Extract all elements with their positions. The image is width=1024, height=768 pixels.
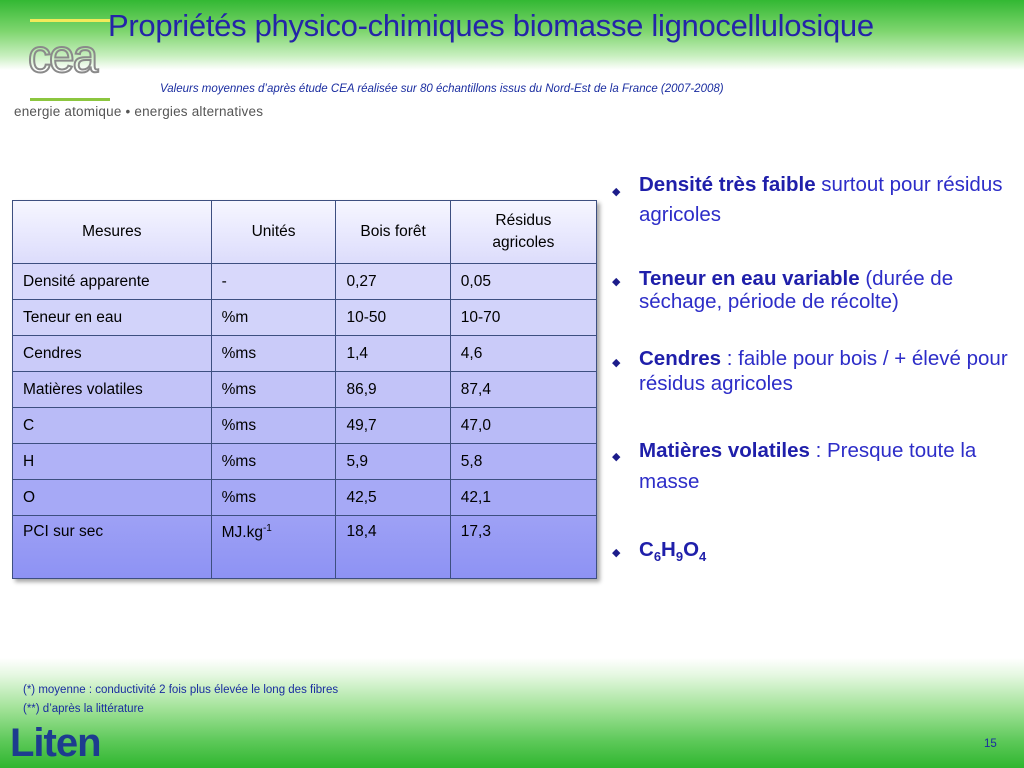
- cell-bois: 5,9: [336, 444, 450, 480]
- table-row: [13, 408, 597, 444]
- footnotes: [23, 681, 338, 719]
- bullet-text: : Presque toute la masse: [639, 439, 977, 493]
- page-number: 15: [984, 738, 997, 750]
- cell-mesure: O: [13, 480, 212, 516]
- cell-unite: -: [211, 264, 336, 300]
- diamond-bullet-icon: ◆: [612, 547, 621, 559]
- header-mesures: Mesures: [13, 201, 212, 264]
- cell-bois: 86,9: [336, 372, 450, 408]
- table-row: [13, 300, 597, 336]
- bullet-bold: Teneur en eau variable: [639, 267, 860, 290]
- bullet-bold: Matières volatiles: [639, 439, 810, 462]
- bullet-item: [612, 346, 1019, 396]
- cell-unite: %ms: [211, 480, 336, 516]
- diamond-bullet-icon: ◆: [612, 186, 621, 198]
- cell-unite: %m: [211, 300, 336, 336]
- slide-title: Propriétés physico-chimiques biomasse lignocellulosique: [108, 8, 874, 43]
- header-residus-agricoles: Résidus agricoles: [450, 201, 596, 264]
- formula-h: H: [661, 538, 676, 561]
- cell-bois: 42,5: [336, 480, 450, 516]
- bullet-item: [612, 267, 1019, 313]
- cell-bois: 49,7: [336, 408, 450, 444]
- table-row: [13, 480, 597, 516]
- liten-logo-text: Liten: [10, 722, 101, 762]
- footnote-1: (*) moyenne : conductivité 2 fois plus élevée le long des fibres: [23, 684, 339, 696]
- header-unites: Unités: [211, 201, 336, 264]
- logo-top-line: [30, 19, 110, 22]
- cea-logo-mark: [28, 38, 112, 78]
- cell-unite: %ms: [211, 444, 336, 480]
- bullet-text: : faible pour bois / + élevé pour résidus agricoles: [639, 347, 1008, 395]
- bullet-text: (durée de séchage, période de récolte): [639, 267, 954, 313]
- tagline-part2: energies alternatives: [134, 104, 264, 119]
- bullet-item: [612, 170, 1019, 230]
- cell-residus: 47,0: [450, 408, 596, 444]
- cell-mesure: H: [13, 444, 212, 480]
- cell-bois: 10-50: [336, 300, 450, 336]
- liten-logo: [10, 722, 150, 767]
- footnote-2: (**) d’après la littérature: [23, 703, 144, 715]
- cell-residus: 5,8: [450, 444, 596, 480]
- formula-h-sub: 9: [675, 549, 684, 565]
- cell-unite: %ms: [211, 408, 336, 444]
- cell-residus: 0,05: [450, 264, 596, 300]
- diamond-bullet-icon: ◆: [612, 357, 621, 369]
- formula-c-sub: 6: [653, 549, 662, 565]
- bullet-bold: Densité très faible: [639, 173, 816, 196]
- cell-unite-exponent: -1: [262, 523, 272, 534]
- cell-mesure: Densité apparente: [13, 264, 212, 300]
- formula-o: O: [683, 538, 700, 561]
- cell-unite: %ms: [211, 336, 336, 372]
- tagline-part1: energie atomique: [14, 104, 122, 119]
- cell-residus: 42,1: [450, 480, 596, 516]
- table-row: [13, 264, 597, 300]
- bullet-item-formula: [612, 538, 1019, 569]
- cell-residus: 17,3: [450, 516, 596, 579]
- liten-logo-mark: [10, 722, 150, 762]
- cea-logo: [28, 38, 112, 83]
- chemical-formula: [639, 538, 707, 565]
- cell-bois: 0,27: [336, 264, 450, 300]
- cell-mesure: Cendres: [13, 336, 212, 372]
- header-bois-foret: Bois forêt: [336, 201, 450, 264]
- cell-residus: 10-70: [450, 300, 596, 336]
- table-row: [13, 516, 597, 579]
- table-row: [13, 372, 597, 408]
- cell-mesure: Matières volatiles: [13, 372, 212, 408]
- logo-bottom-line: [30, 98, 110, 101]
- cell-unite: [211, 516, 336, 579]
- cell-unite-base: MJ.kg: [221, 524, 263, 542]
- logo-tagline: [14, 104, 263, 119]
- bullet-item: [612, 435, 1019, 497]
- cell-bois: 18,4: [336, 516, 450, 579]
- cell-residus: 4,6: [450, 336, 596, 372]
- table-row: [13, 336, 597, 372]
- bullet-text: surtout pour résidus agricoles: [639, 173, 1003, 226]
- cell-mesure: PCI sur sec: [13, 516, 212, 579]
- diamond-bullet-icon: ◆: [612, 276, 621, 288]
- formula-o-sub: 4: [699, 549, 707, 565]
- table-header-row: [13, 201, 597, 264]
- cell-bois: 1,4: [336, 336, 450, 372]
- cell-unite: %ms: [211, 372, 336, 408]
- properties-table: [12, 200, 597, 579]
- slide-subtitle: Valeurs moyennes d’après étude CEA réalisée sur 80 échantillons issus du Nord-Est de la France (2007-2008): [160, 83, 724, 95]
- cea-logo-text: cea: [28, 38, 97, 78]
- cell-residus: 87,4: [450, 372, 596, 408]
- table-row: [13, 444, 597, 480]
- bullet-bold: Cendres: [639, 347, 722, 370]
- cell-mesure: C: [13, 408, 212, 444]
- formula-c: C: [639, 538, 654, 561]
- tagline-separator: •: [125, 104, 131, 119]
- cell-mesure: Teneur en eau: [13, 300, 212, 336]
- diamond-bullet-icon: ◆: [612, 451, 621, 463]
